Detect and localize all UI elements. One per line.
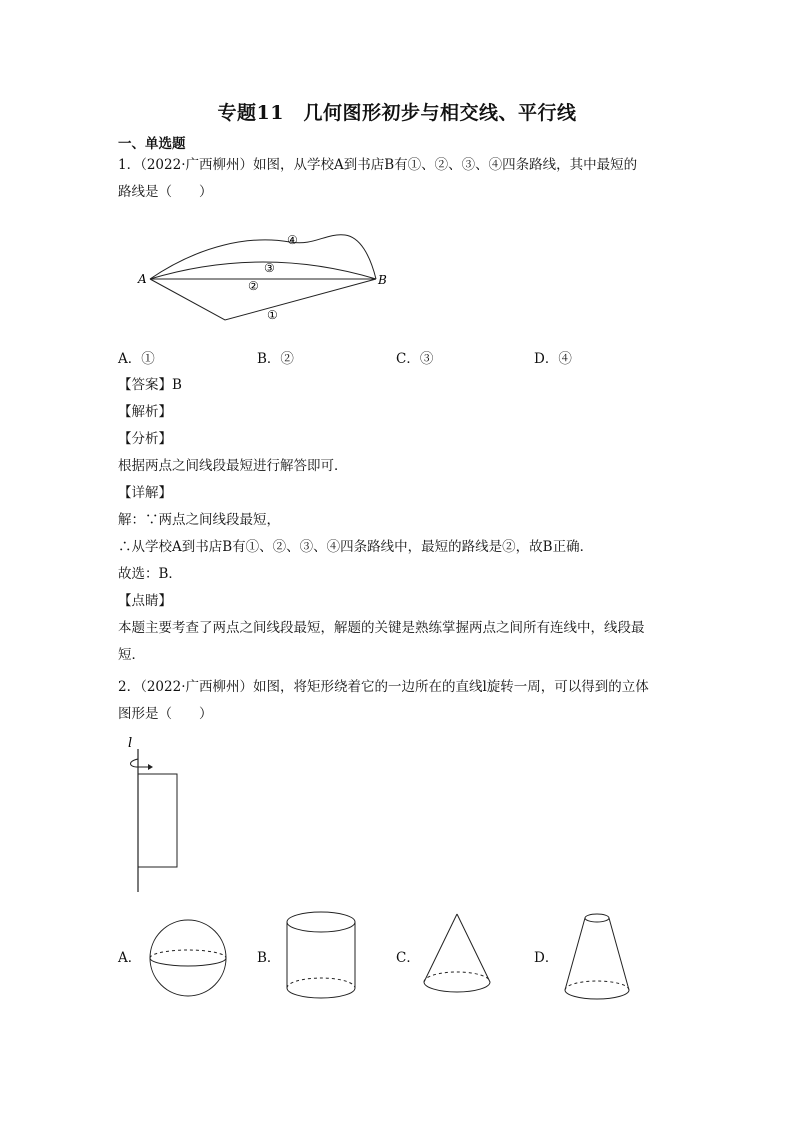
- q2-rotation-figure: [120, 735, 190, 895]
- q1-stem-line1: 1．（2022·广西柳州）如图，从学校A到书店B有①、②、③、④四条路线，其中最短的: [118, 157, 638, 173]
- q1-analysis-heading: 【解析】: [118, 404, 172, 420]
- q2-option-d-label: D．: [534, 950, 559, 966]
- q1-detail-line1: 解：∵两点之间线段最短，: [118, 512, 280, 528]
- route-4-label: ④: [287, 233, 298, 247]
- q1-comment-line1: 本题主要考查了两点之间线段最短，解题的关键是熟练掌握两点之间所有连线中，线段最: [118, 620, 645, 636]
- point-a-label: A: [138, 272, 147, 286]
- route-3-label: ③: [264, 261, 275, 275]
- rotation-arrow-icon: [131, 759, 149, 767]
- q1-route-figure: [130, 225, 400, 330]
- q1-detail-line3: 故选：B．: [118, 566, 182, 582]
- cone-shape: [422, 912, 492, 996]
- route-4-curve: [150, 235, 376, 279]
- q2-option-c-label: C．: [396, 950, 420, 966]
- q1-detail-line2: ∴从学校A到书店B有①、②、③、④四条路线中，最短的路线是②，故B正确．: [118, 539, 594, 555]
- page-title: 专题11 几何图形初步与相交线、平行线: [217, 102, 577, 124]
- q2-option-b-label: B．: [257, 950, 281, 966]
- q1-answer: 【答案】B: [118, 377, 182, 393]
- q1-option-b: B．②: [257, 351, 294, 367]
- q2-option-a-label: A．: [118, 950, 142, 966]
- cylinder-shape: [285, 910, 357, 1002]
- q1-option-d: D．④: [534, 351, 572, 367]
- route-3-curve: [150, 262, 376, 279]
- point-b-label: B: [378, 273, 387, 287]
- q2-stem-line1: 2．（2022·广西柳州）如图，将矩形绕着它的一边所在的直线l旋转一周，可以得到的立体: [118, 679, 649, 695]
- q1-analysis-subheading: 【分析】: [118, 431, 172, 447]
- q2-stem-line2: 图形是（ ）: [118, 706, 213, 722]
- q1-comment-heading: 【点睛】: [118, 593, 172, 609]
- route-1-polyline: [150, 279, 376, 320]
- q1-detail-heading: 【详解】: [118, 485, 172, 501]
- section-heading: 一、单选题: [118, 136, 186, 152]
- q1-analysis-text: 根据两点之间线段最短进行解答即可．: [118, 458, 348, 474]
- rotating-rectangle: [138, 774, 177, 867]
- route-2-label: ②: [248, 279, 259, 293]
- q1-option-c: C．③: [396, 351, 434, 367]
- route-1-label: ①: [267, 308, 278, 322]
- sphere-shape: [148, 918, 228, 998]
- axis-label: l: [128, 736, 133, 751]
- q1-comment-line2: 短．: [118, 647, 145, 663]
- frustum-shape: [563, 910, 631, 1004]
- q1-option-a: A．①: [118, 351, 155, 367]
- q1-stem-line2: 路线是（ ）: [118, 184, 213, 200]
